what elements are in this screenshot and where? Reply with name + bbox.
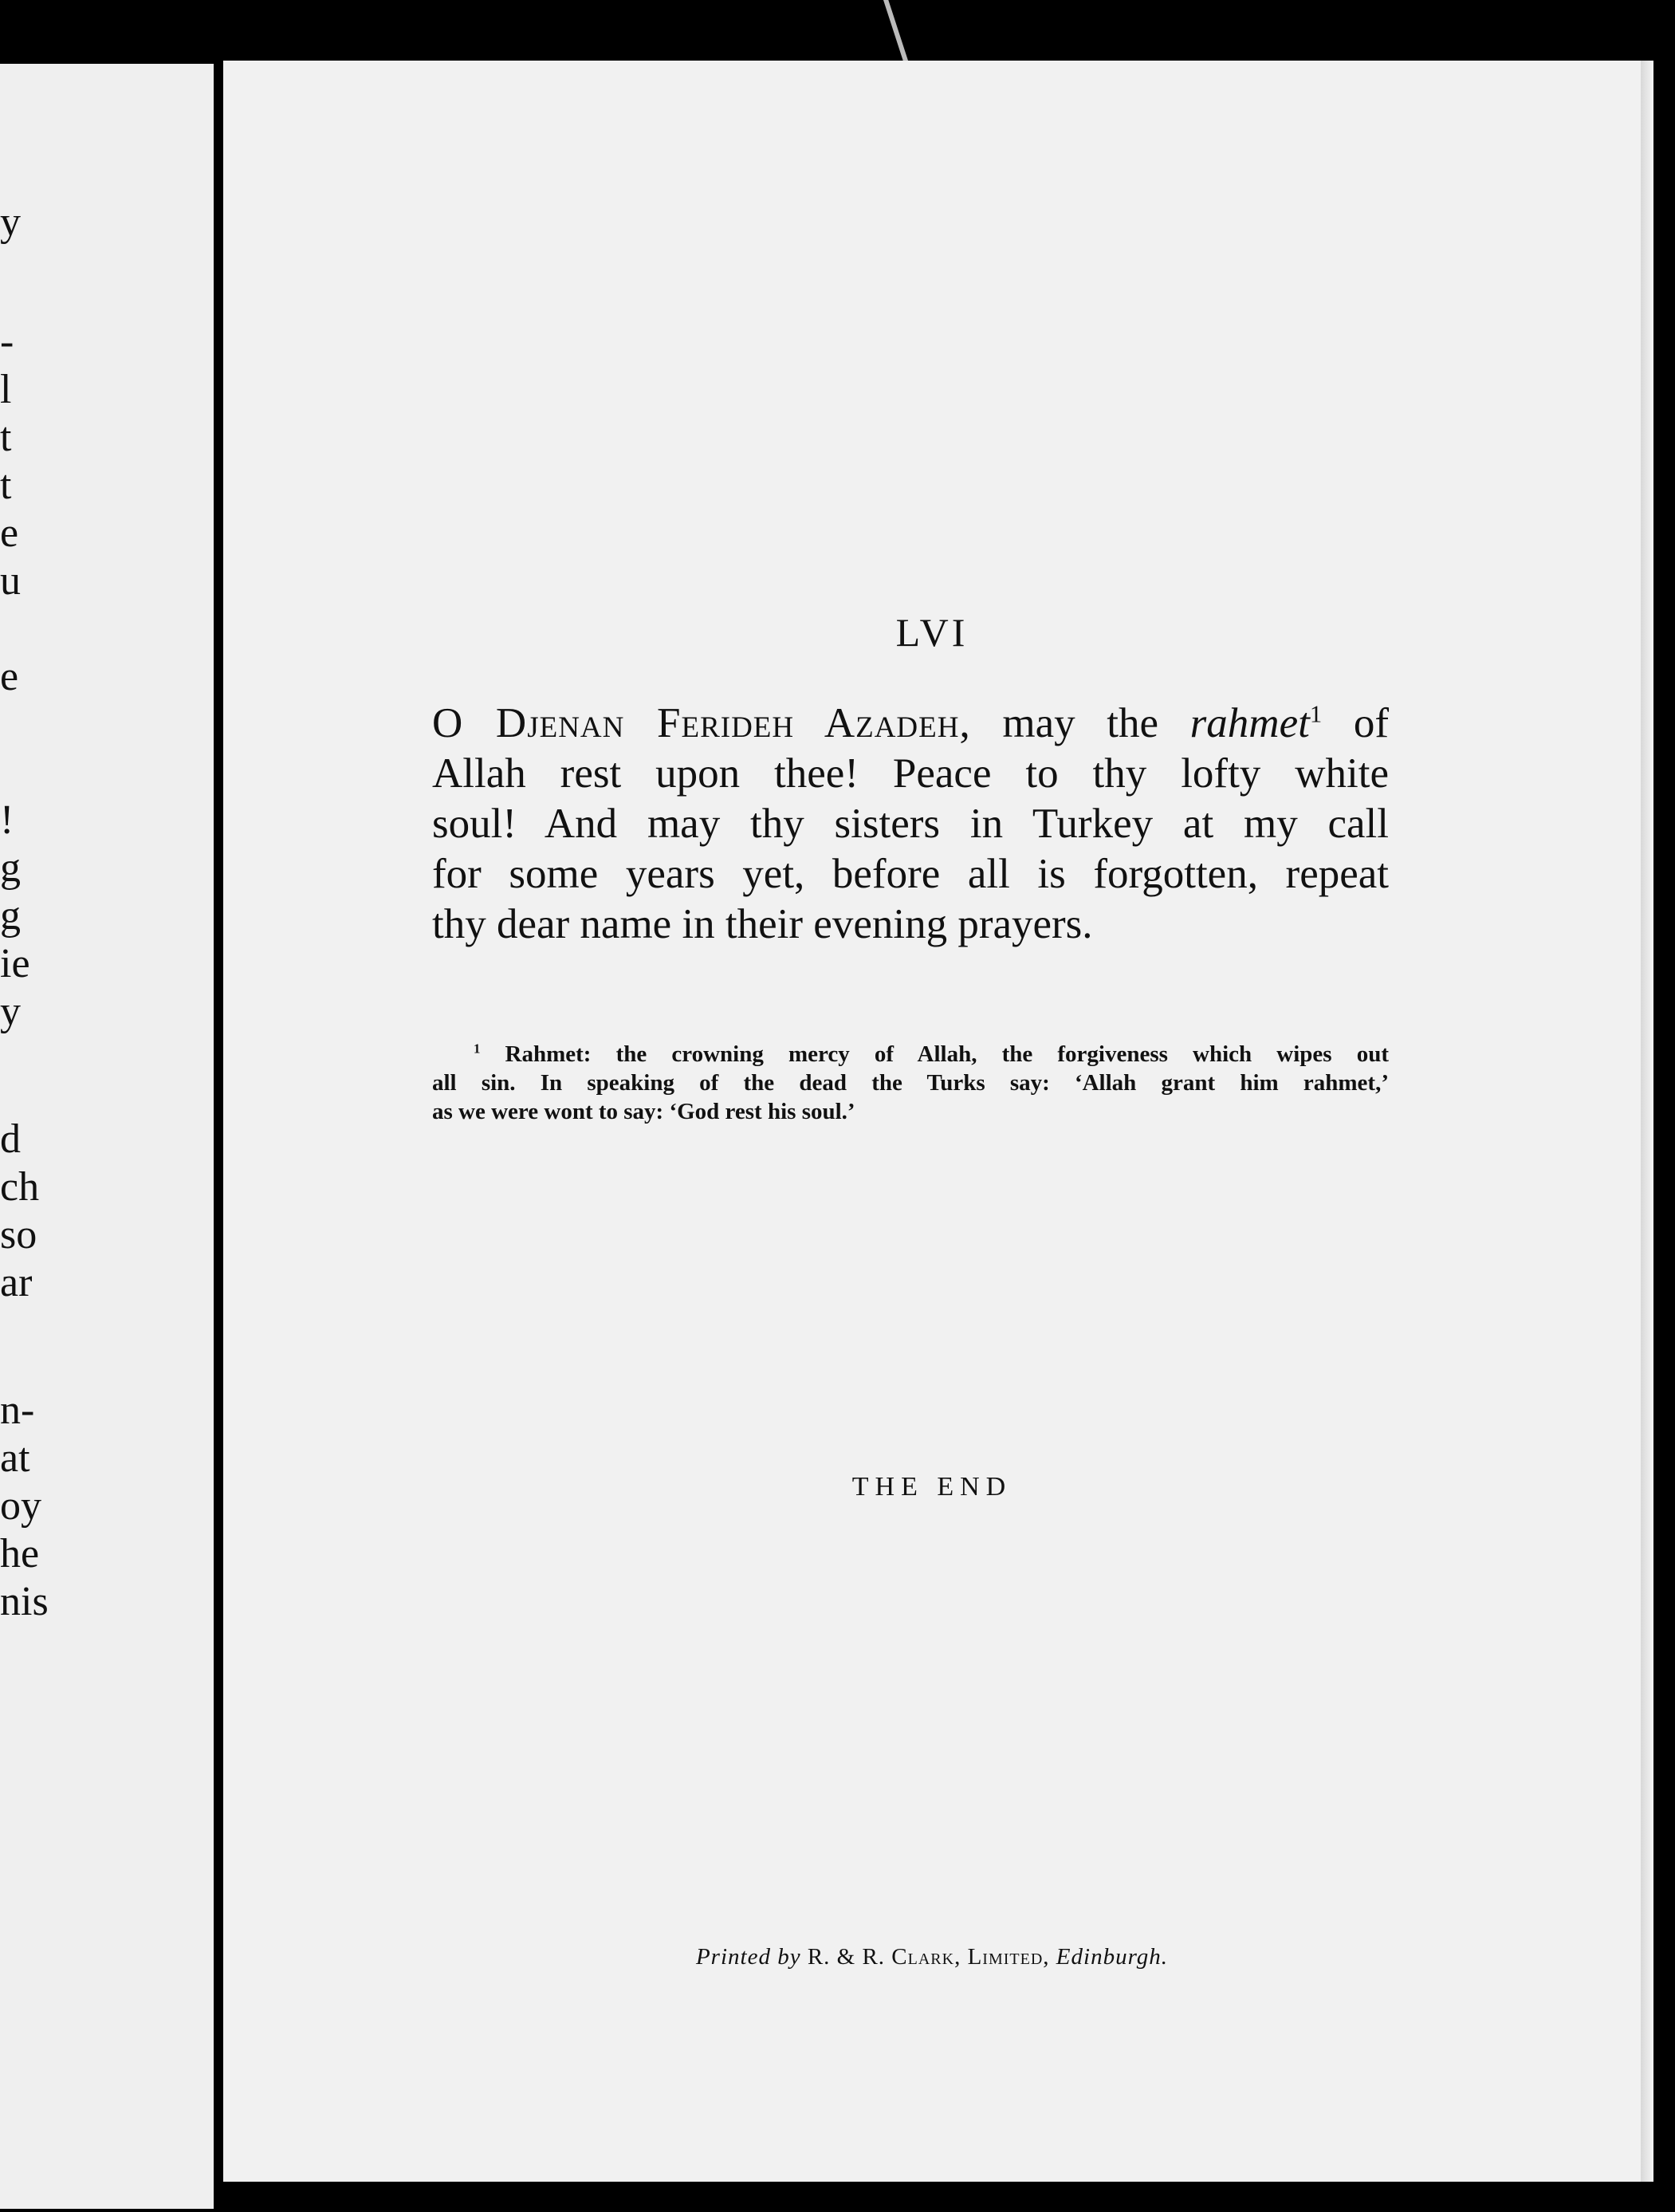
previous-page-text-fragment: g (0, 845, 21, 891)
footnote-number: 1 (474, 1041, 481, 1057)
previous-page-fragment (0, 64, 214, 2209)
previous-page-text-fragment: n- (0, 1387, 35, 1433)
previous-page-text-fragment: y (0, 989, 21, 1034)
previous-page-text-fragment: ie (0, 941, 30, 986)
previous-page-text-fragment: t (0, 415, 12, 460)
previous-page-text-fragment: oy (0, 1483, 41, 1529)
footnote-text: Rahmet: the crowning mercy of Allah, the forgiveness which wipes out (505, 1041, 1389, 1067)
body-line-4: for some years yet, before all is forgotten, repeat (432, 851, 1389, 897)
previous-page-text-fragment: l (0, 367, 12, 412)
addressee-name: O Djenan Ferideh Azadeh, (432, 700, 971, 746)
previous-page-text-fragment: ar (0, 1260, 33, 1305)
previous-page-text-fragment: ch (0, 1164, 40, 1210)
previous-page-text-fragment: u (0, 558, 21, 604)
footnote-line-3: as we were wont to say: ‘God rest his soul.’ (432, 1099, 855, 1124)
rahmet-word: rahmet (1189, 700, 1310, 746)
body-text-fragment: of (1322, 700, 1389, 746)
page (223, 61, 1641, 2182)
body-paragraph (432, 699, 1389, 950)
printer-imprint (223, 1944, 1641, 1970)
previous-page-text-fragment: - (0, 319, 14, 364)
footnote-ref-marker: 1 (1309, 700, 1323, 728)
body-line-1 (432, 699, 1389, 749)
body-line-2: Allah rest upon thee! Peace to thy lofty white (432, 750, 1389, 797)
previous-page-text-fragment: so (0, 1212, 37, 1258)
previous-page-text-fragment: e (0, 510, 19, 556)
previous-page-text-fragment: d (0, 1116, 21, 1162)
previous-page-text-fragment: he (0, 1531, 40, 1576)
previous-page-text-fragment: y (0, 199, 21, 245)
body-line-5: thy dear name in their evening prayers. (432, 901, 1093, 947)
imprint-printed-by: Printed by (695, 1944, 801, 1970)
previous-page-text-fragment: g (0, 893, 21, 939)
footnote-line-1 (432, 1040, 1389, 1069)
body-line-3: soul! And may thy sisters in Turkey at my call (432, 801, 1389, 847)
footnote (432, 1040, 1389, 1126)
body-text-fragment: may the (970, 700, 1190, 746)
page-edge (1641, 61, 1653, 2182)
imprint-printer: R. & R. Clark, Limited, (807, 1944, 1050, 1970)
previous-page-text-fragment: nis (0, 1579, 49, 1624)
footnote-line-2: all sin. In speaking of the dead the Turks say: ‘Allah grant him rahmet,’ (432, 1070, 1389, 1096)
the-end-heading: THE END (851, 1472, 1012, 1502)
chapter-number: LVI (895, 610, 969, 655)
previous-page-text-fragment: t (0, 462, 12, 508)
previous-page-text-fragment: ! (0, 797, 14, 843)
previous-page-text-fragment: at (0, 1435, 30, 1481)
previous-page-text-fragment: e (0, 654, 19, 699)
page-gutter (214, 64, 223, 2212)
imprint-place: Edinburgh. (1056, 1944, 1169, 1970)
